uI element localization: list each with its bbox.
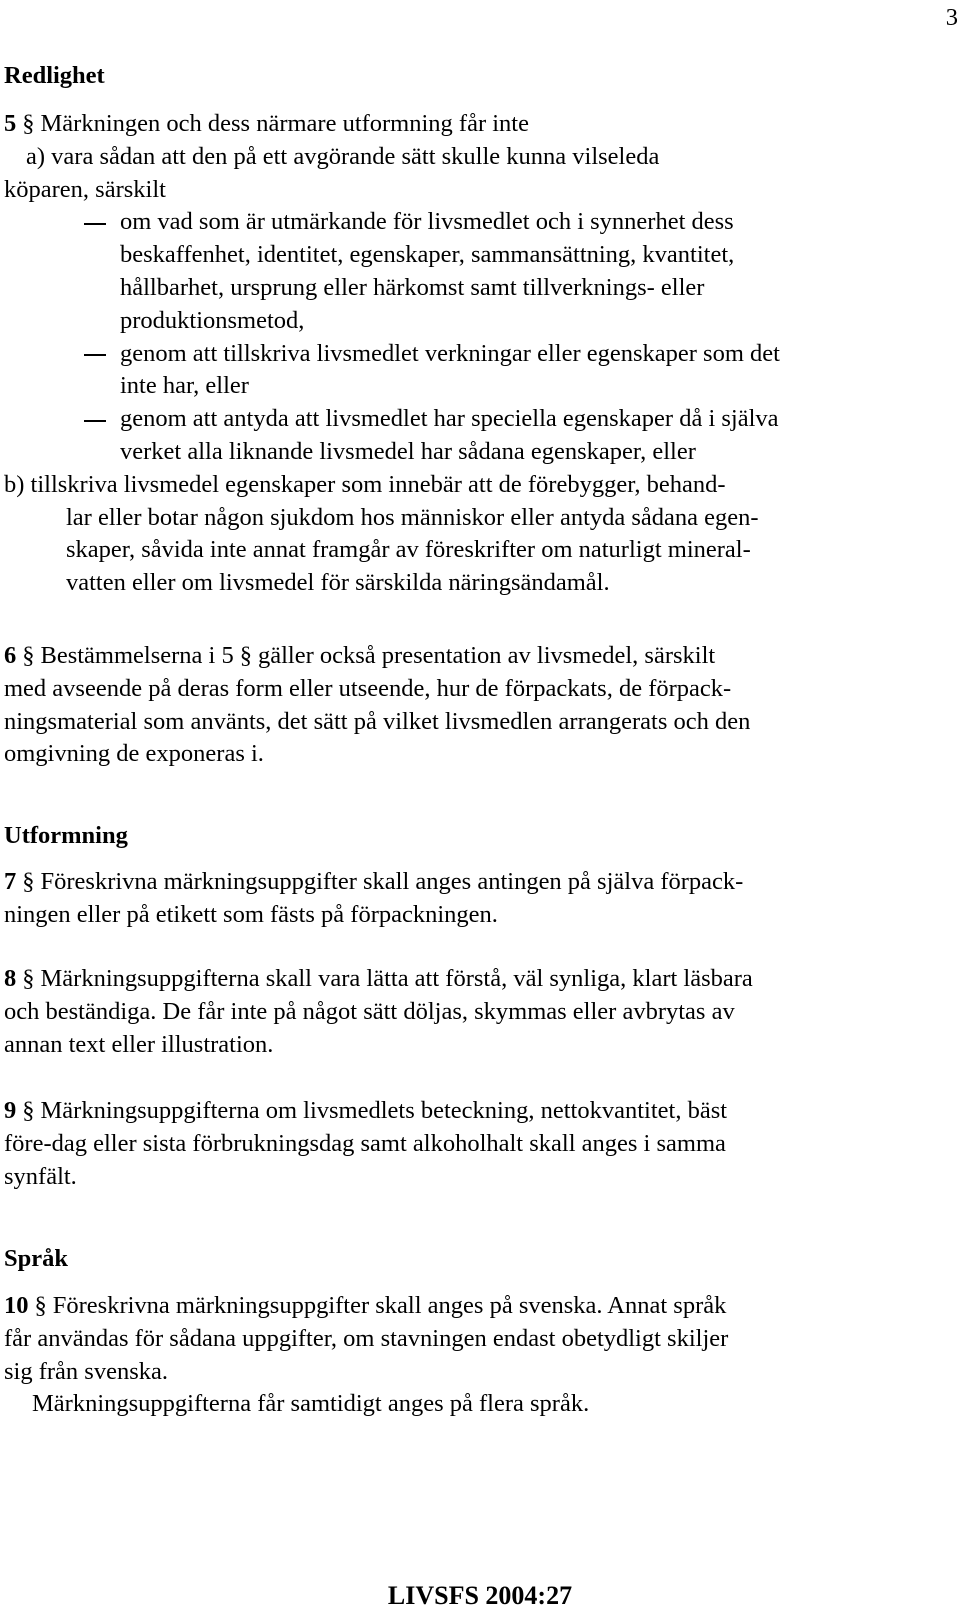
section-9-line-1 — [4, 1095, 932, 1128]
dash-bullet — [84, 354, 106, 356]
section-text: Föreskrivna märkningsuppgifter skall anges antingen på själva förpack- — [40, 868, 744, 895]
section-symbol: § — [239, 642, 252, 669]
section-number: 8 — [4, 965, 17, 992]
section-8-line-2: och beständiga. De får inte på något sätt döljas, skymmas eller avbrytas av — [4, 997, 735, 1025]
dash-text: genom att antyda att livsmedlet har speciella egenskaper då i själva — [120, 405, 779, 433]
section-10-line-1 — [4, 1290, 932, 1323]
section-number: 5 — [4, 110, 17, 137]
section-symbol: § — [22, 642, 35, 669]
section-text: Bestämmelserna i 5 — [40, 642, 234, 669]
section-6-line-2: med avseende på deras form eller utseende, hur de förpackats, de förpack- — [4, 674, 732, 702]
item-b-line-1: b) tillskriva livsmedel egenskaper som innebär att de förebygger, behand- — [4, 470, 726, 498]
section-7-line-1 — [4, 866, 932, 899]
item-a-line-2: köparen, särskilt — [4, 175, 166, 203]
section-8-line-1 — [4, 963, 932, 996]
heading-utformning: Utformning — [4, 822, 128, 849]
section-8-line-3: annan text eller illustration. — [4, 1030, 274, 1058]
dash-bullet — [84, 420, 106, 422]
section-6-line-3: ningsmaterial som använts, det sätt på vilket livsmedlen arrangerats och den — [4, 707, 751, 735]
section-number: 10 — [4, 1292, 29, 1319]
section-symbol: § — [22, 1097, 35, 1124]
section-10-paragraph-2: Märkningsuppgifterna får samtidigt anges på flera språk. — [32, 1390, 590, 1418]
section-6 — [4, 640, 932, 771]
heading-redlighet: Redlighet — [4, 62, 105, 89]
section-10-line-3: sig från svenska. — [4, 1357, 168, 1385]
section-symbol: § — [22, 965, 35, 992]
dash-item-1-line-3: hållbarhet, ursprung eller härkomst samt tillverknings- eller — [120, 273, 705, 301]
item-b-line-3: skaper, såvida inte annat framgår av föreskrifter om naturligt mineral- — [66, 536, 751, 564]
section-7 — [4, 866, 932, 932]
section-10-line-2: får användas för sådana uppgifter, om stavningen endast obetydligt skiljer — [4, 1324, 729, 1352]
dash-text: om vad som är utmärkande för livsmedlet och i synnerhet dess — [120, 208, 734, 236]
dash-item-3-line-1 — [4, 403, 932, 436]
dash-bullet — [84, 223, 106, 225]
heading-sprak: Språk — [4, 1245, 69, 1272]
footer-document-id: LIVSFS 2004:27 — [387, 1581, 573, 1610]
section-symbol: § — [34, 1292, 47, 1319]
section-text: Märkningsuppgifterna skall vara lätta att förstå, väl synliga, klart läsbara — [40, 965, 753, 992]
dash-item-3-line-2: verket alla liknande livsmedel har sådana egenskaper, eller — [120, 437, 696, 465]
page-number: 3 — [945, 4, 958, 31]
dash-text: genom att tillskriva livsmedlet verkningar eller egenskaper som det — [120, 339, 780, 367]
dash-item-2-line-2: inte har, eller — [120, 372, 249, 400]
section-text: Föreskrivna märkningsuppgifter skall anges på svenska. Annat språk — [52, 1292, 727, 1319]
item-b-line-2: lar eller botar någon sjukdom hos människor eller antyda sådana egen- — [66, 503, 759, 531]
section-10 — [4, 1290, 932, 1421]
section-5-intro — [4, 108, 932, 141]
dash-item-1-line-4: produktionsmetod, — [120, 306, 305, 334]
section-9 — [4, 1095, 932, 1193]
section-number: 9 — [4, 1097, 17, 1124]
section-5 — [4, 108, 932, 600]
section-number: 7 — [4, 868, 17, 895]
section-8 — [4, 963, 932, 1061]
section-6-line-4: omgivning de exponeras i. — [4, 740, 264, 768]
item-b-line-4: vatten eller om livsmedel för särskilda näringsändamål. — [66, 569, 610, 597]
section-7-line-2: ningen eller på etikett som fästs på förpackningen. — [4, 900, 498, 928]
section-6-line-1 — [4, 640, 932, 673]
section-symbol: § — [22, 110, 35, 137]
section-text: Märkningsuppgifterna om livsmedlets beteckning, nettokvantitet, bäst — [40, 1097, 728, 1124]
item-a-line-1: a) vara sådan att den på ett avgörande sätt skulle kunna vilseleda — [26, 142, 660, 170]
section-number: 6 — [4, 642, 17, 669]
section-9-line-3: synfält. — [4, 1162, 77, 1190]
section-9-line-2: före-dag eller sista förbrukningsdag samt alkoholhalt skall anges i samma — [4, 1129, 726, 1157]
dash-item-1-line-1 — [4, 206, 932, 239]
dash-item-1-line-2: beskaffenhet, identitet, egenskaper, sammansättning, kvantitet, — [120, 241, 735, 269]
dash-item-2-line-1 — [4, 338, 932, 371]
section-text: gäller också presentation av livsmedel, särskilt — [257, 642, 716, 669]
section-text: Märkningen och dess närmare utformning får inte — [40, 110, 529, 137]
section-symbol: § — [22, 868, 35, 895]
